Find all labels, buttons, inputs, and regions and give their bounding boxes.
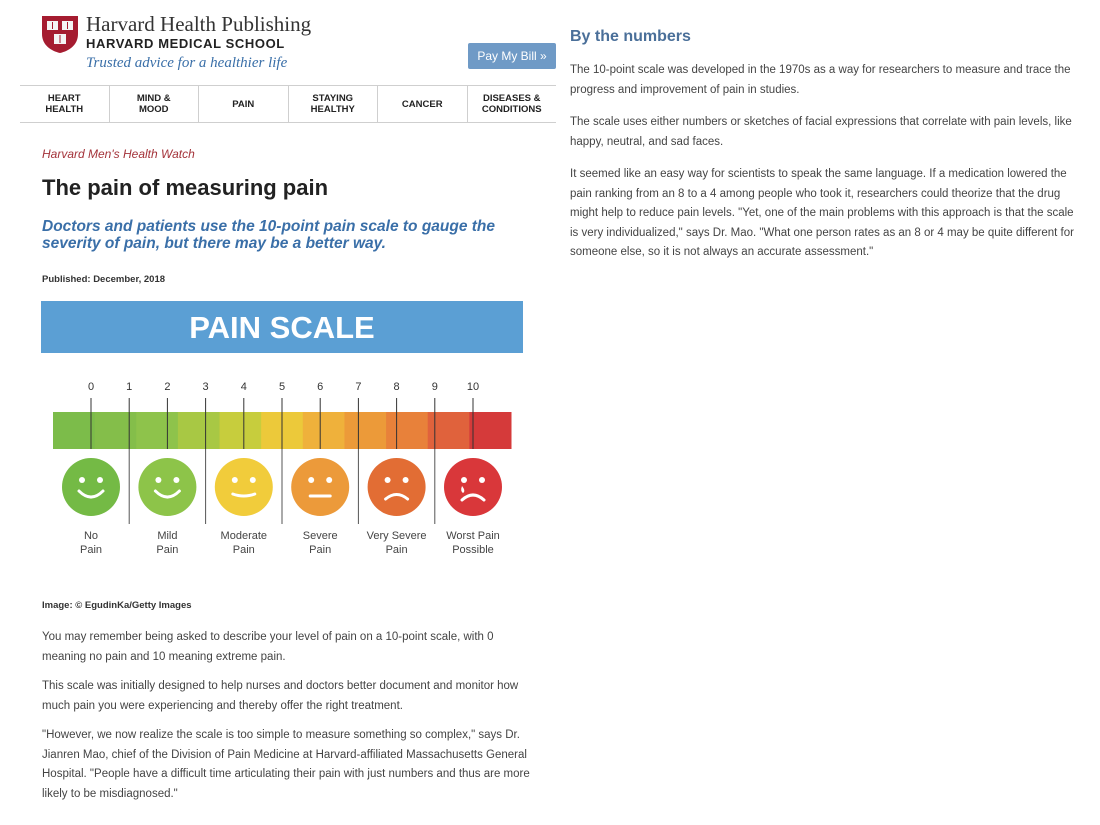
brand-tagline: Trusted advice for a healthier life [86,55,288,71]
nav-label-line1: PAIN [232,98,255,110]
pay-my-bill-button[interactable]: Pay My Bill » [468,43,556,69]
nav-label-line2: CONDITIONS [481,104,542,115]
sidebar-by-the-numbers [570,28,1080,276]
topic-nav [20,85,556,123]
scale-number-1: 1 [126,381,133,393]
scale-segment-8 [386,412,428,449]
masthead [40,12,560,82]
article-subtitle: Doctors and patients use the 10-point pain scale to gauge the severity of pain, but there may be a better way. [42,218,496,252]
scale-segment-2 [136,412,178,449]
face-label-line2: Possible [452,544,494,556]
nav-label-line2: HEALTH [45,104,84,115]
face-label-line2: Pain [79,544,103,556]
face-icon-crying [444,458,502,516]
face-label-line2: Pain [309,544,332,556]
face-label-line2: Pain [232,544,255,556]
nav-label-line2: HEALTHY [310,104,355,115]
face-label-line1: Very Severe [366,530,427,542]
scale-number-5: 5 [278,381,286,393]
scale-segment-6 [303,412,345,449]
article-paragraph: This scale was initially designed to help nurses and doctors better document and monitor how much pain you were experiencing and thereby offer the right treatment. [42,680,519,712]
scale-number-10: 10 [466,381,480,393]
sidebar-title: By the numbers [570,28,691,45]
sidebar-paragraph: It seemed like an easy way for scientists to speak the same language. If a medication lowered the pain ranking from an 8 to a 4 among people who took it, researchers could theorize that the drug might help to reduce pain levels. "Yet, one of the main problems with this approach is that the scale is very individualized," says Dr. Mao. "What one person rates as an 8 or 4 may be quite different for someone else, so it is not always an accurate assessment." [570,168,1074,258]
face-label-line2: Pain [385,544,408,556]
nav-item-cancer[interactable] [378,86,468,122]
scale-number-7: 7 [355,381,362,393]
scale-number-8: 8 [393,381,400,393]
article-body [42,628,532,814]
pain-scale-title: PAIN SCALE [189,310,375,345]
face-icon-neutral [291,458,349,516]
article-title: The pain of measuring pain [42,175,329,200]
nav-label-line1: STAYING [312,93,354,104]
article-paragraph: "However, we now realize the scale is too simple to measure something so complex," says Dr. Jianren Mao, chief of the Division of Pain Medicine at Harvard-affiliated Massachusetts General Hospital. "People have a difficult time articulating their pain with just numbers and thus are more likely to be misdiagnosed." [42,729,530,800]
article-paragraph: You may remember being asked to describe your level of pain on a 10-point scale, with 0 meaning no pain and 10 meaning extreme pain. [42,631,494,663]
face-icon-slight [215,458,273,516]
face-icon-happy [138,458,196,516]
nav-label-line1: HEART [47,93,81,104]
face-label-line2: Pain [156,544,179,556]
face-label-line1: No [83,530,99,542]
scale-number-0: 0 [87,381,95,393]
nav-item-staying-healthy[interactable] [289,86,379,122]
published-date: Published: December, 2018 [42,274,166,285]
scale-number-3: 3 [202,381,209,393]
scale-segment-10 [469,412,511,449]
pain-scale-figure [40,300,524,560]
article-kicker[interactable]: Harvard Men's Health Watch [42,147,195,161]
scale-segment-0 [53,412,95,449]
scale-segment-4 [220,412,262,449]
image-credit: Image: © EgudinKa/Getty Images [42,600,192,611]
nav-item-heart-health[interactable] [20,86,110,122]
nav-label-line2: MOOD [138,104,169,115]
face-label-line1: Worst Pain [446,530,500,542]
face-label-line1: Moderate [220,530,268,542]
scale-segment-9 [428,412,470,449]
harvard-shield-logo[interactable] [40,14,80,54]
nav-label-line1: MIND & [136,93,171,104]
scale-number-9: 9 [431,381,438,393]
brand-school: HARVARD MEDICAL SCHOOL [86,36,285,51]
face-icon-sad [368,458,426,516]
nav-item-pain[interactable] [199,86,289,122]
scale-number-6: 6 [317,381,324,393]
sidebar-paragraph: The 10-point scale was developed in the 1970s as a way for researchers to measure and trace the progress and improvement of pain in studies. [570,64,1071,96]
face-icon-happy [62,458,120,516]
face-label-line1: Mild [157,530,178,542]
scale-number-4: 4 [240,381,247,393]
sidebar-paragraph: The scale uses either numbers or sketches of facial expressions that correlate with pain levels, like happy, neutral, and sad faces. [570,116,1072,148]
nav-item-diseases-conditions[interactable] [468,86,557,122]
scale-segment-1 [95,412,137,449]
face-label-line1: Severe [302,530,338,542]
brand-name[interactable]: Harvard Health Publishing [86,12,312,36]
scale-number-2: 2 [164,381,171,393]
nav-label-line1: DISEASES & [482,93,541,104]
scale-segment-7 [344,412,386,449]
nav-item-mind-mood[interactable] [110,86,200,122]
nav-label-line1: CANCER [401,98,443,110]
scale-segment-3 [178,412,220,449]
